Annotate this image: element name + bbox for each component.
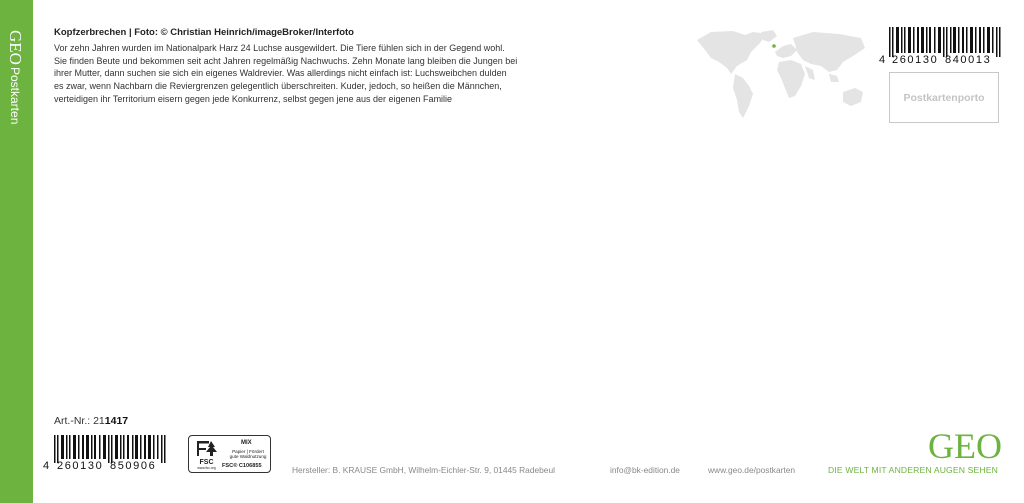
description-line: ihrer Mutter, dann suchen sie sich ein eigenes Waldrevier. Was allerdings nicht einfach ist: Luchsweibchen dulden — [54, 68, 507, 79]
description-line: Sie finden Beute und bekommen seit acht Jahren regelmäßig Nachwuchs. Zehn Monate lang bleiben die Jungen bei — [54, 55, 518, 66]
fsc-label — [188, 435, 271, 473]
article-number-bold: 1417 — [104, 415, 129, 427]
fsc-description — [227, 449, 269, 460]
sidebar-strip — [0, 0, 33, 503]
fsc-line: Papier | Fördert — [232, 449, 264, 454]
article-number — [54, 415, 128, 427]
barcode-lead-digit: 4 — [43, 460, 50, 472]
stamp-box — [889, 72, 999, 123]
manufacturer-text: Hersteller: B. KRAUSE GmbH, Wilhelm-Eichler-Str. 9, 01445 Radebeul — [292, 465, 555, 475]
sidebar-brand-geo: GEO — [6, 30, 25, 65]
description-line: Vor zehn Jahren wurden im Nationalpark Harz 24 Luchse ausgewildert. Die Tiere fühlen sich in der Gegend wohl. — [54, 43, 505, 53]
fsc-line: gute Waldnutzung — [229, 454, 267, 460]
geo-logo-text: GEO — [928, 426, 1002, 462]
fsc-site: www.fsc.org — [197, 466, 216, 470]
description-line: verteidigen ihr Territorium eisern gegen jede Konkurrenz, selbst gegen jene aus der eigenen Familie — [54, 93, 453, 104]
fsc-logo-text: FSC — [199, 459, 214, 466]
barcode-top — [879, 27, 1001, 70]
fsc-tree-icon — [194, 439, 219, 470]
card-title: Kopfzerbrechen | Foto: © Christian Heinrich/imageBroker/Interfoto — [54, 27, 354, 38]
geo-logo — [928, 426, 1002, 462]
article-number-prefix: Art.-Nr.: 21 — [54, 415, 105, 427]
website-link[interactable]: www.geo.de/postkarten — [708, 465, 796, 475]
card-description — [54, 42, 524, 106]
barcode-bars — [889, 27, 1001, 57]
world-map-icon — [693, 26, 871, 126]
barcode-bars — [54, 435, 166, 463]
barcode-group2: 840013 — [945, 54, 992, 66]
sidebar-brand-suffix: Postkarten — [8, 67, 22, 125]
fsc-mix: MIX — [241, 440, 252, 446]
stamp-label: Postkartenporto — [903, 92, 985, 104]
barcode-lead-digit: 4 — [879, 54, 886, 66]
barcode-group2: 850906 — [110, 460, 157, 472]
map-location-dot — [772, 44, 776, 48]
fsc-code: FSC® C106855 — [222, 463, 262, 469]
barcode-group1: 260130 — [57, 460, 104, 472]
barcode-bottom — [43, 435, 167, 475]
geo-postkarten-vertical-logo — [4, 28, 30, 128]
email-link[interactable]: info@bk-edition.de — [610, 465, 680, 475]
barcode-group1: 260130 — [892, 54, 939, 66]
description-line: es zwar, wenn Nachbarn die Reviergrenzen gelegentlich überschreiten. Kuder, jedoch, so heißen die Männchen, — [54, 81, 502, 92]
brand-tagline: DIE WELT MIT ANDEREN AUGEN SEHEN — [828, 465, 999, 475]
